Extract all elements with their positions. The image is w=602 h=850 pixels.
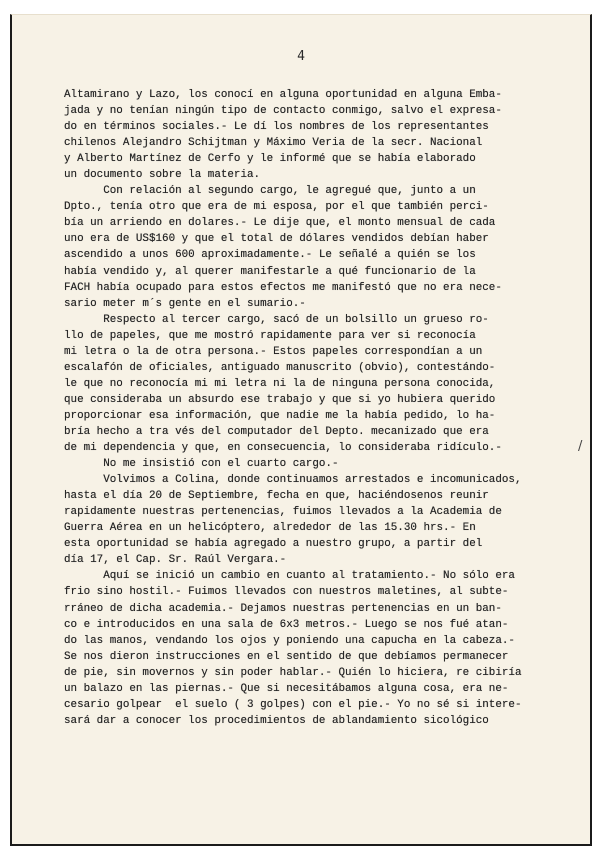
text-line: mi letra o la de otra persona.- Estos papeles correspondían a un	[64, 345, 483, 358]
text-line: chilenos Alejandro Schijtman y Máximo Veria de la secr. Nacional	[64, 137, 483, 150]
text-line: No me insistió con el cuarto cargo.-	[64, 458, 339, 471]
text-line: Se nos dieron instrucciones en el sentido de que debíamos permanecer	[64, 650, 509, 663]
text-line: bía un arriendo en dolares.- Le dije que, el monto mensual de cada	[64, 217, 496, 230]
text-line: le que no reconocía mi mi letra ni la de ninguna persona conocida,	[64, 377, 496, 390]
text-line: bría hecho a tra vés del computador del Depto. mecanizado que era	[64, 425, 489, 438]
text-line: que consideraba un absurdo ese trabajo y que si yo hubiera querido	[64, 393, 496, 406]
text-line: rapidamente nuestras pertenencias, fuimos llevados a la Academia de	[64, 506, 502, 519]
text-line: había vendido y, al querer manifestarle a qué funcionario de la	[64, 265, 476, 278]
text-line: frio sino hostil.- Fuimos llevados con nuestros maletines, al subte-	[64, 586, 509, 599]
text-line: Respecto al tercer cargo, sacó de un bolsillo un grueso ro-	[64, 313, 489, 326]
text-line: Dpto., tenía otro que era de mi esposa, por el que también perci-	[64, 201, 489, 214]
margin-pencil-mark: /	[578, 439, 583, 454]
text-line: ascendido a unos 600 aproximadamente.- Le señalé a quién se los	[64, 249, 476, 262]
typewritten-page	[10, 14, 592, 846]
text-line: do las manos, vendando los ojos y poniendo una capucha en la cabeza.-	[64, 634, 515, 647]
text-line: rráneo de dicha academia.- Dejamos nuestras pertenencias en un ban-	[64, 602, 502, 615]
text-line: Guerra Aérea en un helicóptero, alrededor de las 15.30 hrs.- En	[64, 522, 476, 535]
text-line: FACH había ocupado para estos efectos me manifestó que no era nece-	[64, 281, 502, 294]
text-line: co e introducidos en una sala de 6x3 metros.- Luego se nos fué atan-	[64, 618, 509, 631]
text-line: Altamirano y Lazo, los conocí en alguna oportunidad en alguna Emba-	[64, 89, 502, 101]
text-line: cesario golpear el suelo ( 3 golpes) con el pie.- Yo no sé si intere-	[64, 698, 522, 711]
text-line: uno era de US$160 y que el total de dólares vendidos debían haber	[64, 233, 489, 246]
page-number: 4	[297, 49, 305, 64]
text-line: un balazo en las piernas.- Que si necesitábamos alguna cosa, era ne-	[64, 682, 509, 695]
text-line: jada y no tenían ningún tipo de contacto conmigo, salvo el expresa-	[64, 105, 502, 118]
text-line: sario meter m´s gente en el sumario.-	[64, 297, 306, 310]
text-line: Con relación al segundo cargo, le agregué que, junto a un	[64, 185, 476, 198]
text-line: de mi dependencia y que, en consecuencia, lo consideraba ridículo.-	[64, 442, 502, 455]
text-line: día 17, el Cap. Sr. Raúl Vergara.-	[64, 554, 287, 567]
text-line: proporcionar esa información, que nadie me la había pedido, lo ha-	[64, 409, 496, 422]
text-line: Aquí se inició un cambio en cuanto al tratamiento.- No sólo era	[64, 570, 515, 583]
text-line: do en términos sociales.- Le dí los nombres de los representantes	[64, 121, 489, 134]
text-line: un documento sobre la materia.	[64, 169, 261, 182]
text-line: sará dar a conocer los procedimientos de ablandamiento sicológico	[64, 714, 489, 727]
text-line: y Alberto Martínez de Cerfo y le informé que se había elaborado	[64, 153, 476, 166]
document-body	[64, 87, 586, 729]
text-line: hasta el día 20 de Septiembre, fecha en que, haciéndosenos reunir	[64, 490, 489, 503]
text-line: esta oportunidad se había agregado a nuestro grupo, a partir del	[64, 538, 483, 551]
text-line: Volvimos a Colina, donde continuamos arrestados e incomunicados,	[64, 474, 522, 487]
text-line: de pie, sin movernos y sin poder hablar.- Quién lo hiciera, re cibiría	[64, 666, 522, 679]
text-line: escalafón de oficiales, antiguado manuscrito (obvio), contestándo-	[64, 361, 496, 374]
text-line: llo de papeles, que me mostró rapidamente para ver si reconocía	[64, 329, 476, 342]
